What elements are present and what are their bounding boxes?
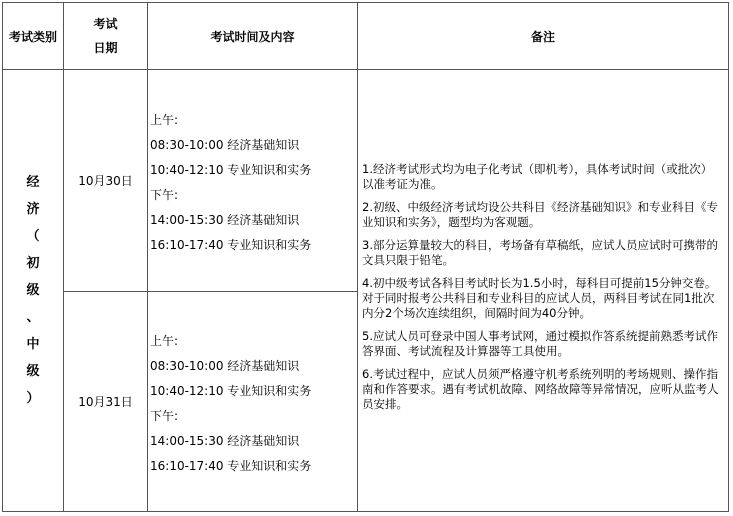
header-category: 考试类别: [8, 29, 57, 44]
category-char: 经: [26, 175, 40, 190]
category-char: 中: [26, 337, 40, 352]
schedule-line: 08:30-10:00 经济基础知识: [150, 359, 300, 373]
category-char: 初: [26, 256, 40, 271]
remark-item: 6.考试过程中，应试人员须严格遵守机考系统列明的考场规则、操作指南和作答要求。遇有考试机故障、网络故障等异常情况，应听从监考人员安排。: [362, 366, 719, 411]
remark-item: 1.经济考试形式均为电子化考试（即机考），具体考试时间（或批次）以准考证为准。: [362, 161, 713, 191]
category-char: 级: [26, 364, 40, 379]
category-cell: [3, 70, 63, 511]
schedule-line: 上午:: [150, 113, 179, 127]
date-cell-day2: 10月31日: [78, 395, 133, 409]
header-date-line2: 日期: [93, 41, 118, 55]
header-content: 考试时间及内容: [210, 29, 295, 44]
remark-item: 2.初级、中级经济考试均设公共科目《经济基础知识》和专业科目《专业知识和实务》，题型均为客观题。: [362, 199, 718, 229]
schedule-line: 08:30-10:00 经济基础知识: [150, 138, 300, 152]
category-char: 级: [26, 283, 40, 298]
exam-schedule-table: [2, 2, 729, 512]
remark-item: 4.初中级考试各科目考试时长为1.5小时，每科目可提前15分钟交卷。对于同时报考公共科目和专业科目的应试人员，两科目考试在同1批次内分2个场次连续组织，间隔时间为40分钟。: [362, 275, 717, 320]
remarks-cell: [358, 70, 728, 511]
header-remarks: 备注: [530, 29, 555, 44]
remark-item: 5.应试人员可登录中国人事考试网，通过模拟作答系统提前熟悉考试作答界面、考试流程及计算器等工具使用。: [362, 328, 718, 358]
schedule-cell-day1: [148, 70, 357, 291]
schedule-line: 下午:: [150, 409, 179, 423]
schedule-line: 16:10-17:40 专业知识和实务: [150, 459, 312, 473]
category-char: 、: [26, 310, 40, 325]
schedule-line: 16:10-17:40 专业知识和实务: [150, 238, 312, 252]
schedule-cell-day2: [148, 292, 357, 511]
header-date: [64, 3, 147, 69]
schedule-line: 下午:: [150, 188, 179, 202]
schedule-line: 14:00-15:30 经济基础知识: [150, 434, 300, 448]
schedule-line: 10:40-12:10 专业知识和实务: [150, 384, 312, 398]
header-date-line1: 考试: [93, 17, 118, 31]
remark-item: 3.部分运算量较大的科目，考场备有草稿纸，应试人员应试时可携带的文具只限于铅笔。: [362, 237, 718, 267]
schedule-line: 14:00-15:30 经济基础知识: [150, 213, 300, 227]
category-char: （: [26, 229, 40, 244]
category-char: 济: [26, 202, 40, 217]
date-cell-day1: 10月30日: [78, 174, 133, 188]
schedule-line: 上午:: [150, 334, 179, 348]
schedule-line: 10:40-12:10 专业知识和实务: [150, 163, 312, 177]
category-char: ）: [26, 391, 40, 406]
